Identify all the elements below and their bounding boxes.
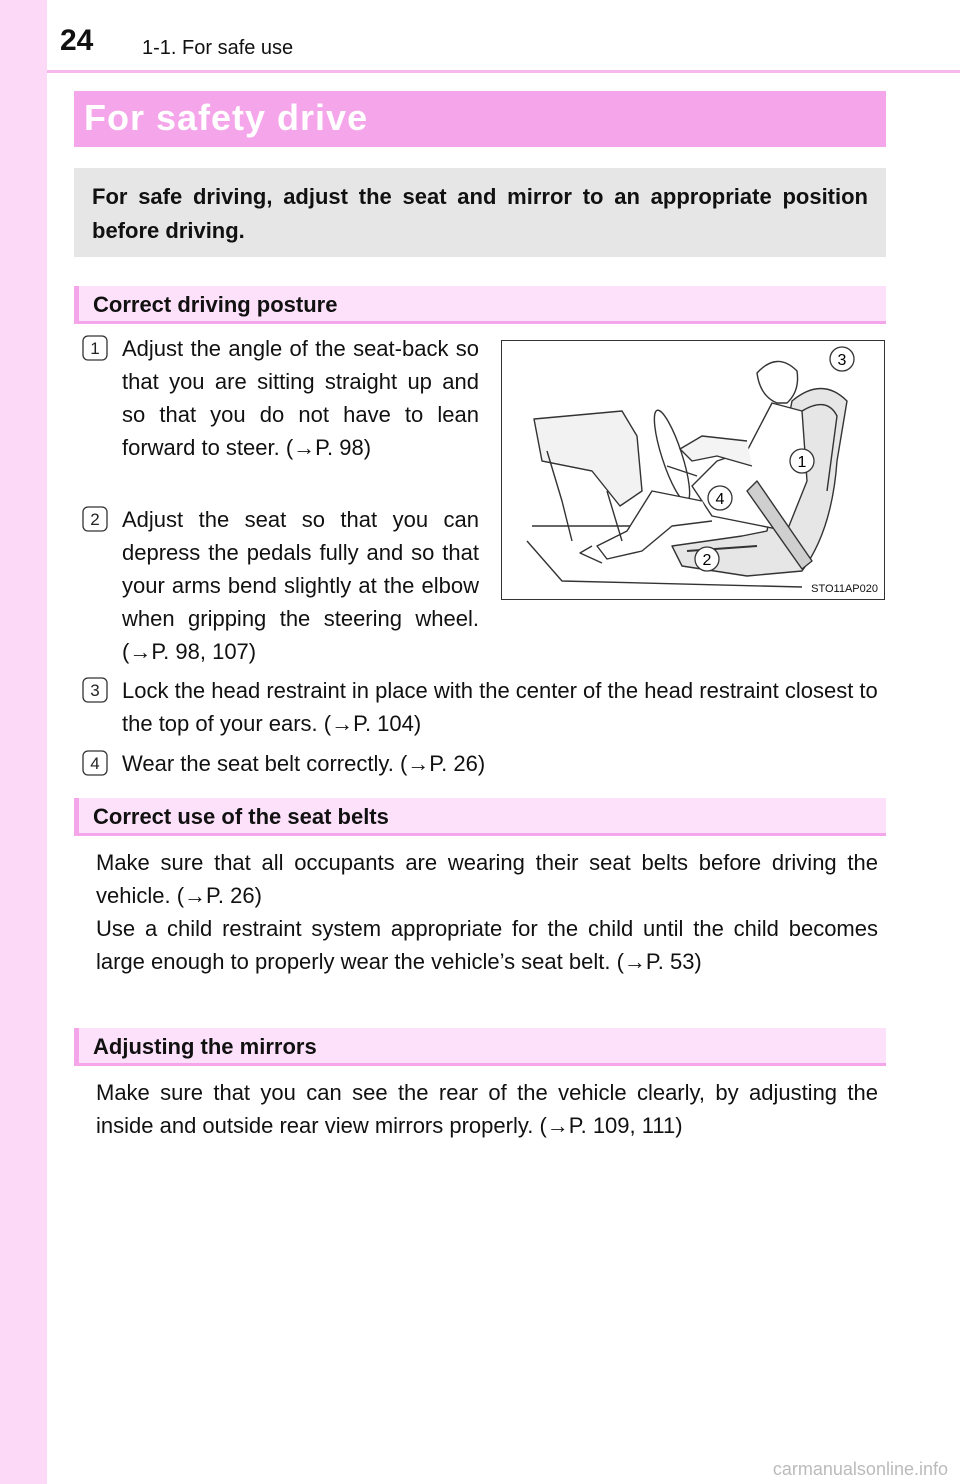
- callout-1-icon: [790, 449, 814, 473]
- driving-posture-illustration: [501, 340, 885, 600]
- heading-driving-posture: [74, 286, 886, 324]
- svg-text:1: 1: [90, 339, 100, 358]
- svg-text:4: 4: [90, 754, 100, 773]
- step-4-number-icon: [82, 750, 108, 776]
- page-title-band: [74, 91, 886, 147]
- step-4-text: Wear the seat belt correctly. (→P. 26): [122, 751, 486, 776]
- step-3-text: Lock the head restraint in place with the center of the head restraint closest to the top of your ears. (→P. 104): [122, 678, 878, 736]
- section-breadcrumb: 1-1. For safe use: [142, 37, 294, 59]
- page-title: For safety drive: [84, 97, 369, 138]
- mirrors-paragraph: Make sure that you can see the rear of the vehicle clearly, by adjusting the inside and outside rear view mirrors properly. (→P. 109, 111): [96, 1080, 878, 1138]
- callout-2-icon: [695, 547, 719, 571]
- seat-belts-paragraph-2: Use a child restraint system appropriate for the child until the child becomes large enough to properly wear the vehicle’s seat belt. (→P. 53): [96, 916, 878, 974]
- svg-text:1: 1: [797, 454, 807, 471]
- step-2-text: Adjust the seat so that you can depress the pedals fully and so that your arms bend slightly at the elbow when gripping the steering wheel. (→P. 98, 107): [122, 507, 479, 664]
- heading-mirrors: [74, 1028, 886, 1066]
- side-stripe: [0, 0, 47, 1484]
- heading-driving-posture-label: Correct driving posture: [93, 292, 338, 317]
- intro-box: [74, 168, 886, 257]
- heading-mirrors-label: Adjusting the mirrors: [93, 1034, 317, 1059]
- header-rule: [47, 70, 960, 73]
- heading-seat-belts: [74, 798, 886, 836]
- svg-text:2: 2: [90, 510, 100, 529]
- watermark: carmanualsonline.info: [772, 1459, 948, 1479]
- step-2-number-icon: [82, 506, 108, 532]
- svg-text:4: 4: [715, 491, 725, 508]
- heading-seat-belts-label: Correct use of the seat belts: [93, 804, 389, 829]
- step-3-number-icon: [82, 677, 108, 703]
- intro-text: For safe driving, adjust the seat and mirror to an appropriate position before driving.: [92, 184, 868, 243]
- driver-seat-illustration: [502, 341, 883, 598]
- svg-text:3: 3: [837, 352, 847, 369]
- svg-text:3: 3: [90, 681, 100, 700]
- seat-belts-paragraph-1: Make sure that all occupants are wearing their seat belts before driving the vehicle. (→P. 26): [96, 850, 878, 908]
- page-number: 24: [60, 24, 94, 57]
- step-1-number-icon: [82, 335, 108, 361]
- figure-code: STO11AP020: [811, 583, 878, 595]
- callout-3-icon: [830, 347, 854, 371]
- step-1-text: Adjust the angle of the seat-back so that you are sitting straight up and so that you do not have to lean forward to steer. (→P. 98): [122, 336, 479, 460]
- callout-4-icon: [708, 486, 732, 510]
- svg-text:2: 2: [702, 552, 712, 569]
